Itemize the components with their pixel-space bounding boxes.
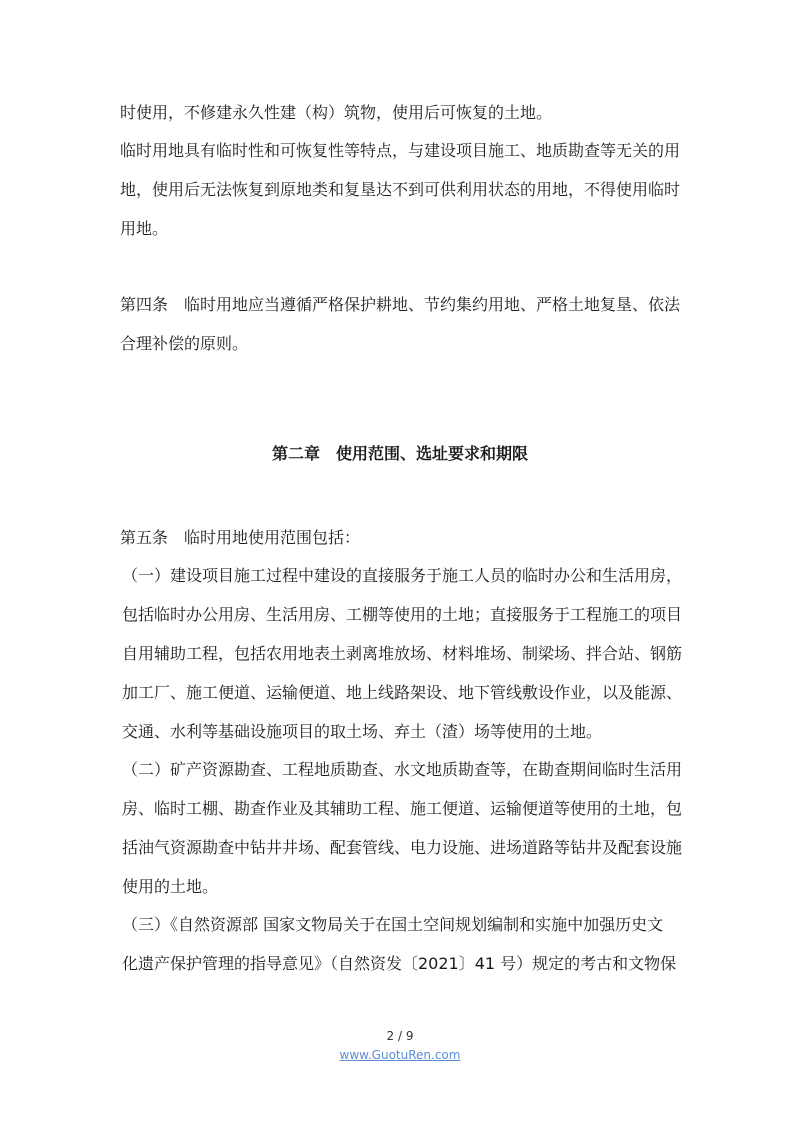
page-body-lower	[120, 528, 686, 974]
text-line: 交通、水利等基础设施项目的取土场、弃土（渣）场等使用的土地。	[122, 722, 603, 741]
text-line: 括油气资源勘查中钻井井场、配套管线、电力设施、进场道路等钻井及配套设施	[122, 838, 683, 857]
article-4	[120, 295, 686, 354]
paragraph-characteristics	[120, 141, 686, 239]
article-5	[120, 528, 686, 548]
text-line: 合理补偿的原则。	[120, 334, 249, 353]
text-line: 时使用，不修建永久性建（构）筑物，使用后可恢复的土地。	[120, 103, 553, 122]
text-line: 包括临时办公用房、生活用房、工棚等使用的土地；直接服务于工程施工的项目	[122, 605, 683, 624]
page-number: 2 / 9	[386, 1029, 414, 1043]
text-line: 加工厂、施工便道、运输便道、地上线路架设、地下管线敷设作业，以及能源、	[122, 683, 683, 702]
paragraph-continuation	[120, 103, 686, 123]
text-line: （二）矿产资源勘查、工程地质勘查、水文地质勘查等，在勘查期间临时生活用	[122, 760, 683, 779]
page-body	[120, 103, 686, 354]
item-3	[122, 915, 686, 974]
text-line: 第五条 临时用地使用范围包括：	[120, 528, 361, 547]
text-line: 自用辅助工程，包括农用地表土剥离堆放场、材料堆场、制梁场、拌合站、钢筋	[122, 644, 683, 663]
chapter-heading: 第二章 使用范围、选址要求和期限	[271, 444, 528, 463]
text-line: 地，使用后无法恢复到原地类和复垦达不到可供利用状态的用地，不得使用临时	[120, 180, 681, 199]
text-line: 用地。	[120, 219, 169, 238]
text-line: 临时用地具有临时性和可恢复性等特点，与建设项目施工、地质勘查等无关的用	[120, 141, 681, 160]
text-line: 第四条 临时用地应当遵循严格保护耕地、节约集约用地、严格土地复垦、依法	[120, 295, 681, 314]
item-2	[122, 760, 686, 897]
text-line: （一）建设项目施工过程中建设的直接服务于施工人员的临时办公和生活用房，	[122, 566, 683, 585]
item-1	[122, 566, 686, 742]
text-line: 化遗产保护管理的指导意见》（自然资发〔2021〕41 号）规定的考古和文物保	[122, 954, 677, 973]
text-line: 房、临时工棚、勘查作业及其辅助工程、施工便道、运输便道等使用的土地，包	[122, 799, 683, 818]
text-line: （三）《自然资源部 国家文物局关于在国土空间规划编制和实施中加强历史文	[122, 915, 664, 934]
website-link[interactable]: www.GuotuRen.com	[339, 1048, 461, 1062]
text-line: 使用的土地。	[122, 877, 219, 896]
